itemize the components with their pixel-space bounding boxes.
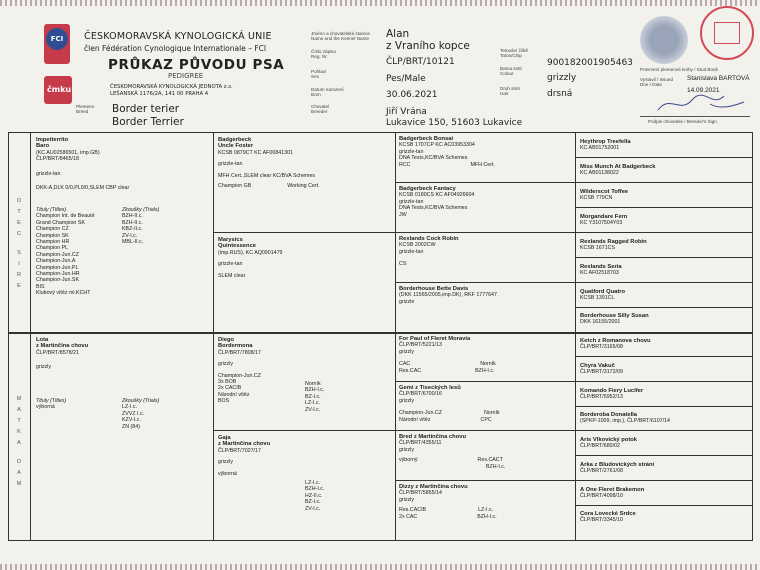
dog-colour: grizzly: [547, 73, 577, 83]
gen4-cell-7: Quatford Quatro KCSB 1391CL: [580, 289, 626, 302]
club-line2: LEŠANSKÁ 1176/2A, 141 00 PRAHA 4: [110, 91, 209, 97]
breeder-label: Chovatel Breeder: [311, 104, 330, 115]
gen4-cell-3: Wilderscot Toffee KCSB 779CN: [580, 189, 629, 202]
gen4-cell-15: A One Fleret Brakemon ČLP/BRT/4098/10: [580, 487, 645, 500]
top-border: [0, 0, 760, 6]
reg-label: Číslo zápisu Reg. Nr.: [311, 49, 337, 60]
cmku-logo: [44, 76, 72, 104]
gen3-cell-6: Gemi z Tiseckých lesů ČLP/BRT/6700/16 grizzly Champion-Jun.CZ Norník Národní vítěz CPC: [399, 385, 500, 423]
fci-logo-text: FCI: [50, 35, 64, 43]
gen2-cell-4: Gaja z Martinčína chovu ČLP/BRT/7027/17 grizzly výborná: [218, 435, 271, 477]
gen4-cell-14: Arka z Bludovických strání ČLP/BRT/2761/08: [580, 462, 655, 475]
table-right-line: [752, 132, 753, 541]
breeder-name: Jiří Vrána: [386, 107, 427, 117]
born-label: Datum narození Born: [311, 87, 344, 98]
tattoo-label: Tetování čiště Tatoo/Chip: [500, 48, 529, 59]
gen3-cell-4: Borderhouse Bette Davis (DKK 11565/2005,imp.DK), RKF 1777647 grizzle: [399, 286, 497, 305]
dog-reg: ČLP/BRT/10121: [386, 57, 455, 67]
sire-titles: Tituly (Titles) Champion Int. de Beauté Grand Champion SK Champion CZ Champion SK Champion HR Champion PL Champion-Jun.CZ Champion-Jun.A Champion-Jun.PL Champion-Jun.HR Champion-Jun.SK BIS Klubový vítěz ml.KCHT: [36, 207, 95, 297]
sign-line: [640, 116, 750, 117]
gen4-cell-10: Chyra Vakuč ČLP/BRT/3172/09: [580, 363, 623, 376]
gen3-divider-3: [395, 381, 752, 382]
hair-label: Druh srsti Hair: [500, 86, 520, 97]
fci-logo: [44, 24, 70, 64]
gen4-cell-12: Borderoba Donatella (SPKP-1009, imp.), ČLP/BRT/6107/14: [580, 412, 670, 425]
issued-date: 14.09.2021: [687, 87, 720, 94]
org-main: ČESKOMORAVSKÁ KYNOLOGICKÁ UNIE: [84, 31, 272, 42]
gen4-divider-1: [575, 157, 752, 158]
gen4-cell-8: Borderhouse Silly Susan DKK 16155/2001: [580, 313, 649, 326]
doc-title: PRŮKAZ PŮVODU PSA: [108, 57, 285, 73]
gen4-cell-4: Morgandare Fern KC Y3107504Y03: [580, 214, 628, 227]
dog-hair: drsná: [547, 89, 573, 99]
gen2-cell-3-trials: Norník BZH-I.c. BZ-I.c. LZ-I.c. ZV-I.c.: [305, 381, 325, 413]
col-line-2: [213, 132, 214, 541]
gen3-cell-7: Bred z Martinčína chovu ČLP/BRT/4355/11 grizzly výborný Res.CACT BZH-I.c.: [399, 434, 506, 470]
dog-born: 30.06.2021: [386, 90, 438, 100]
gen3-cell-8: Dizzy z Martinčína chovu ČLP/BRT/5855/14 grizzly Res.CACIB LZ-I.c. 2x CAC BZH-I.c.: [399, 484, 497, 520]
org-member: člen Fédération Cynologique Internationale – FCI: [84, 44, 267, 53]
sire-cell: Impetterrito Baro (KC AU02586501, imp.GB) ČLP/BRT/8465/18 grizzle-tan DKK-A,DLK 0/0,PL0/0,SLEM CBP clear: [36, 137, 130, 192]
sex-label: Pohlaví Sex: [311, 69, 327, 80]
gen4-divider-6: [575, 406, 752, 407]
table-bottom-line: [8, 540, 752, 541]
gen4-cell-16: Cora Lovecké Srdce ČLP/BRT/3345/10: [580, 511, 636, 524]
name-label: Jméno a chovatelská stanice Name and the Kennel Name: [311, 31, 370, 42]
dam-cell: Lota z Martinčína chovu ČLP/BRT/8578/21 grizzly: [36, 337, 89, 371]
gen3-cell-2: Badgerbeck Fantacy KCSB 0180CS KC AF04926604 grizzle-tan DNA Tests,KC/BVA Schemes JW: [399, 186, 475, 218]
gen2-cell-4-trials: LZ-I.c. BZH-I.c. HZ-II.c. BZ-I.c. ZV-I.c.: [305, 480, 325, 512]
gen2-divider-a: [213, 232, 752, 233]
gen4-cell-13: Aris Vlkovický potok ČLP/BRT/680/02: [580, 437, 638, 450]
gen4-divider-3: [575, 257, 752, 258]
gen2-cell-1: Badgerbeck Uncle Foster KCSB 0879CT KC AF00841301 grizzle-tan MFH Cert.,SLEM clear KC/BVA Schemes Champion GB Working Cert.: [218, 137, 320, 190]
sire-dam-divider: [8, 332, 752, 334]
issued-by: Stanislava BARTOVÁ: [687, 75, 750, 82]
studbook-label: Potvrzení plemenné knihy / Stud Book: [640, 67, 718, 72]
gen3-divider-2: [395, 282, 752, 283]
col-line-1: [30, 132, 31, 541]
gen3-cell-1: Badgerbeck Bonsai KCSB 1707CP KC AC03953304 grizzle-tan DNA Tests,KC/BVA Schemes RCC MFH Cert.: [399, 136, 495, 168]
gen4-cell-2: Miss Munch At Badgerbeck KC AB01138022: [580, 164, 656, 177]
breed-label: Plemeno Breed: [76, 104, 95, 115]
gen4-cell-9: Ketch z Romanova chovu ČLP/BRT/3165/08: [580, 338, 651, 351]
gen4-cell-11: Komando Fiery Lucifer ČLP/BRT/5952/13: [580, 388, 644, 401]
club-line1: ČESKOMORAVSKÁ KYNOLOGICKÁ JEDNOTA z.s.: [110, 84, 233, 90]
dam-trials: Zkoušky (Trials) LZ-I.c. ZVVZ I.c. KZV-I.c. ZN (84): [122, 398, 160, 430]
side-label-sire: O T E C S I R E: [16, 198, 22, 289]
side-label-dam: M A T K A D A M: [16, 396, 22, 487]
gen3-cell-5: For Paul of Fleret Moravia ČLP/BRT/5221/13 grizzly CAC Norník Res.CAC BZH-I.c.: [399, 336, 496, 374]
gen2-divider-b: [213, 430, 752, 431]
issued-label: Vystavil / Issued Dne / Date: [640, 77, 674, 88]
gen2-cell-3: Diego Bordermona ČLP/BRT/7808/17 grizzly Champion-Jun.CZ 3x BOB 2x CACIB Národní vítěz BOS: [218, 337, 261, 405]
dog-name-line2: z Vraního kopce: [386, 40, 470, 52]
red-stamp-icon: [700, 6, 754, 60]
bottom-border: [0, 564, 760, 570]
breeder-address: Lukavice 150, 51603 Lukavice: [386, 118, 523, 128]
dog-tattoo: 900182001905463: [547, 58, 633, 68]
gen4-divider-4: [575, 307, 752, 308]
signature-icon: [650, 88, 750, 118]
dog-sex: Pes/Male: [386, 74, 426, 84]
dam-titles: Tituly (Titles) výborná: [36, 398, 67, 411]
sign-label: Podpis chovatele / Breeder's Sign.: [648, 119, 719, 124]
gen4-divider-2: [575, 207, 752, 208]
hologram-seal-icon: [640, 16, 688, 64]
sire-trials: Zkoušky (Trials) BZH-II.c. BZH-II.c. KBZ-II.c. ZV-I.c. MBL-II.c.: [122, 207, 160, 246]
table-top-line: [8, 132, 752, 133]
colour-label: Barva srsti Colour: [500, 66, 522, 77]
gen4-cell-1: Heythrop Treefella KC AB01752001: [580, 139, 631, 152]
cmku-logo-text: čmku: [47, 85, 72, 94]
doc-subtitle: PEDIGREE: [168, 72, 204, 80]
gen2-cell-2: Marysics Quintessence (imp.RUS), KC AQ0901479 grizzle-tan SLEM clear: [218, 237, 283, 279]
table-left-line: [8, 132, 9, 541]
gen4-divider-5: [575, 356, 752, 357]
gen3-divider-1: [395, 182, 752, 183]
gen4-cell-6: Rexlands Seria KC AF02518703: [580, 264, 622, 277]
dog-name-line1: Alan: [386, 28, 410, 40]
breed-cz: Border terier: [112, 103, 180, 115]
gen4-divider-7: [575, 455, 752, 456]
gen3-divider-4: [395, 480, 752, 481]
gen4-cell-5: Rexlands Ragged Robin KCSB 1671CS: [580, 239, 647, 252]
gen4-divider-8: [575, 505, 752, 506]
breed-en: Border Terrier: [112, 116, 184, 128]
gen3-cell-3: Rexlands Cock Robin KCSB 2002CW grizzle-tan CS: [399, 236, 459, 268]
